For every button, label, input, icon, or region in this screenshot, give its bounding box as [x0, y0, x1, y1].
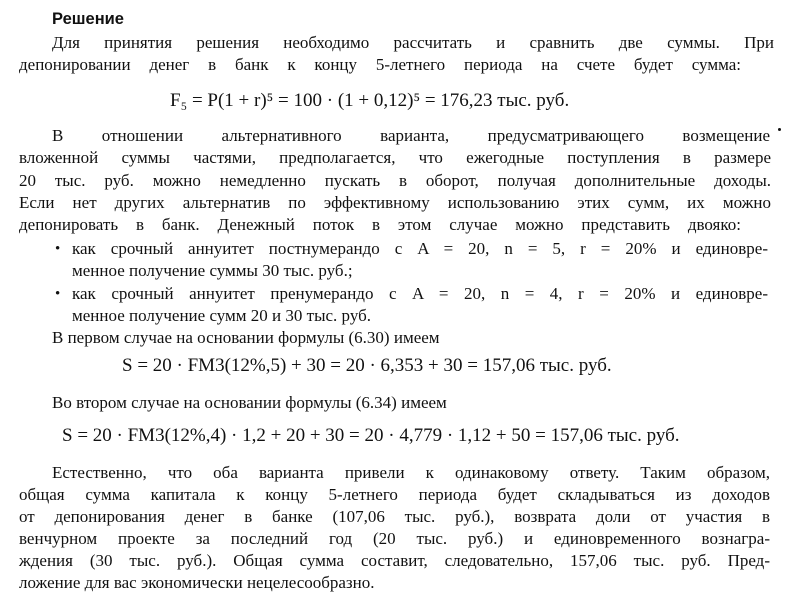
- formula-case2: S = 20 · FM3(12%,4) · 1,2 + 20 + 30 = 20 · 4,779 · 1,12 + 50 = 157,06 тыс. руб.: [62, 425, 680, 446]
- case1-text: В первом случае на основании формулы (6.30) имеем: [52, 328, 440, 347]
- bullet-marker-1: •: [55, 241, 61, 257]
- conclusion-line-3: от депонирования денег в банке (107,06 тыс. руб.), возврата доли от участия в: [19, 507, 770, 526]
- alternative-line-1: В отношении альтернативного варианта, предусматривающего возмещение: [52, 126, 770, 145]
- alternative-line-5: депонировать в банк. Денежный поток в этом случае можно представить двояко:: [19, 215, 741, 234]
- case2-text: Во втором случае на основании формулы (6.34) имеем: [52, 393, 447, 412]
- bullet-2-line-1: как срочный аннуитет пренумерандо с A = 20, n = 4, r = 20% и единовре-: [72, 284, 768, 303]
- bullet-marker-2: •: [55, 286, 61, 302]
- formula-case1: S = 20 · FM3(12%,5) + 30 = 20 · 6,353 + 30 = 157,06 тыс. руб.: [122, 355, 612, 376]
- bullet-1-line-2: менное получение суммы 30 тыс. руб.;: [72, 261, 353, 280]
- conclusion-line-5: ждения (30 тыс. руб.). Общая сумма составит, следовательно, 157,06 тыс. руб. Пред-: [19, 551, 770, 570]
- alternative-line-3: 20 тыс. руб. можно немедленно пускать в оборот, получая дополнительные доходы.: [19, 171, 771, 190]
- solution-heading: Решение: [52, 10, 124, 28]
- alternative-line-2: вложенной суммы частями, предполагается, что ежегодные поступления в размере: [19, 148, 771, 167]
- conclusion-line-1: Естественно, что оба варианта привели к одинаковому ответу. Таким образом,: [52, 463, 770, 482]
- stray-dot-mark: [778, 128, 781, 131]
- intro-line-2: депонировании денег в банк к концу 5-летнего периода на счете будет сумма:: [19, 55, 741, 74]
- intro-line-1: Для принятия решения необходимо рассчитать и сравнить две суммы. При: [52, 33, 774, 52]
- conclusion-line-2: общая сумма капитала к концу 5-летнего периода будет складываться из доходов: [19, 485, 770, 504]
- bullet-1-line-1: как срочный аннуитет постнумерандо с A = 20, n = 5, r = 20% и единовре-: [72, 239, 768, 258]
- bullet-2-line-2: менное получение сумм 20 и 30 тыс. руб.: [72, 306, 372, 325]
- formula-f5: F₅ = P(1 + r)⁵ = 100 · (1 + 0,12)⁵ = 176,23 тыс. руб.: [170, 90, 570, 111]
- conclusion-line-4: венчурном проекте за последний год (20 тыс. руб.) и единовременного вознагра-: [19, 529, 770, 548]
- conclusion-line-6: ложение для вас экономически нецелесообразно.: [19, 573, 375, 592]
- alternative-line-4: Если нет других альтернатив по эффективному использованию этих сумм, их можно: [19, 193, 771, 212]
